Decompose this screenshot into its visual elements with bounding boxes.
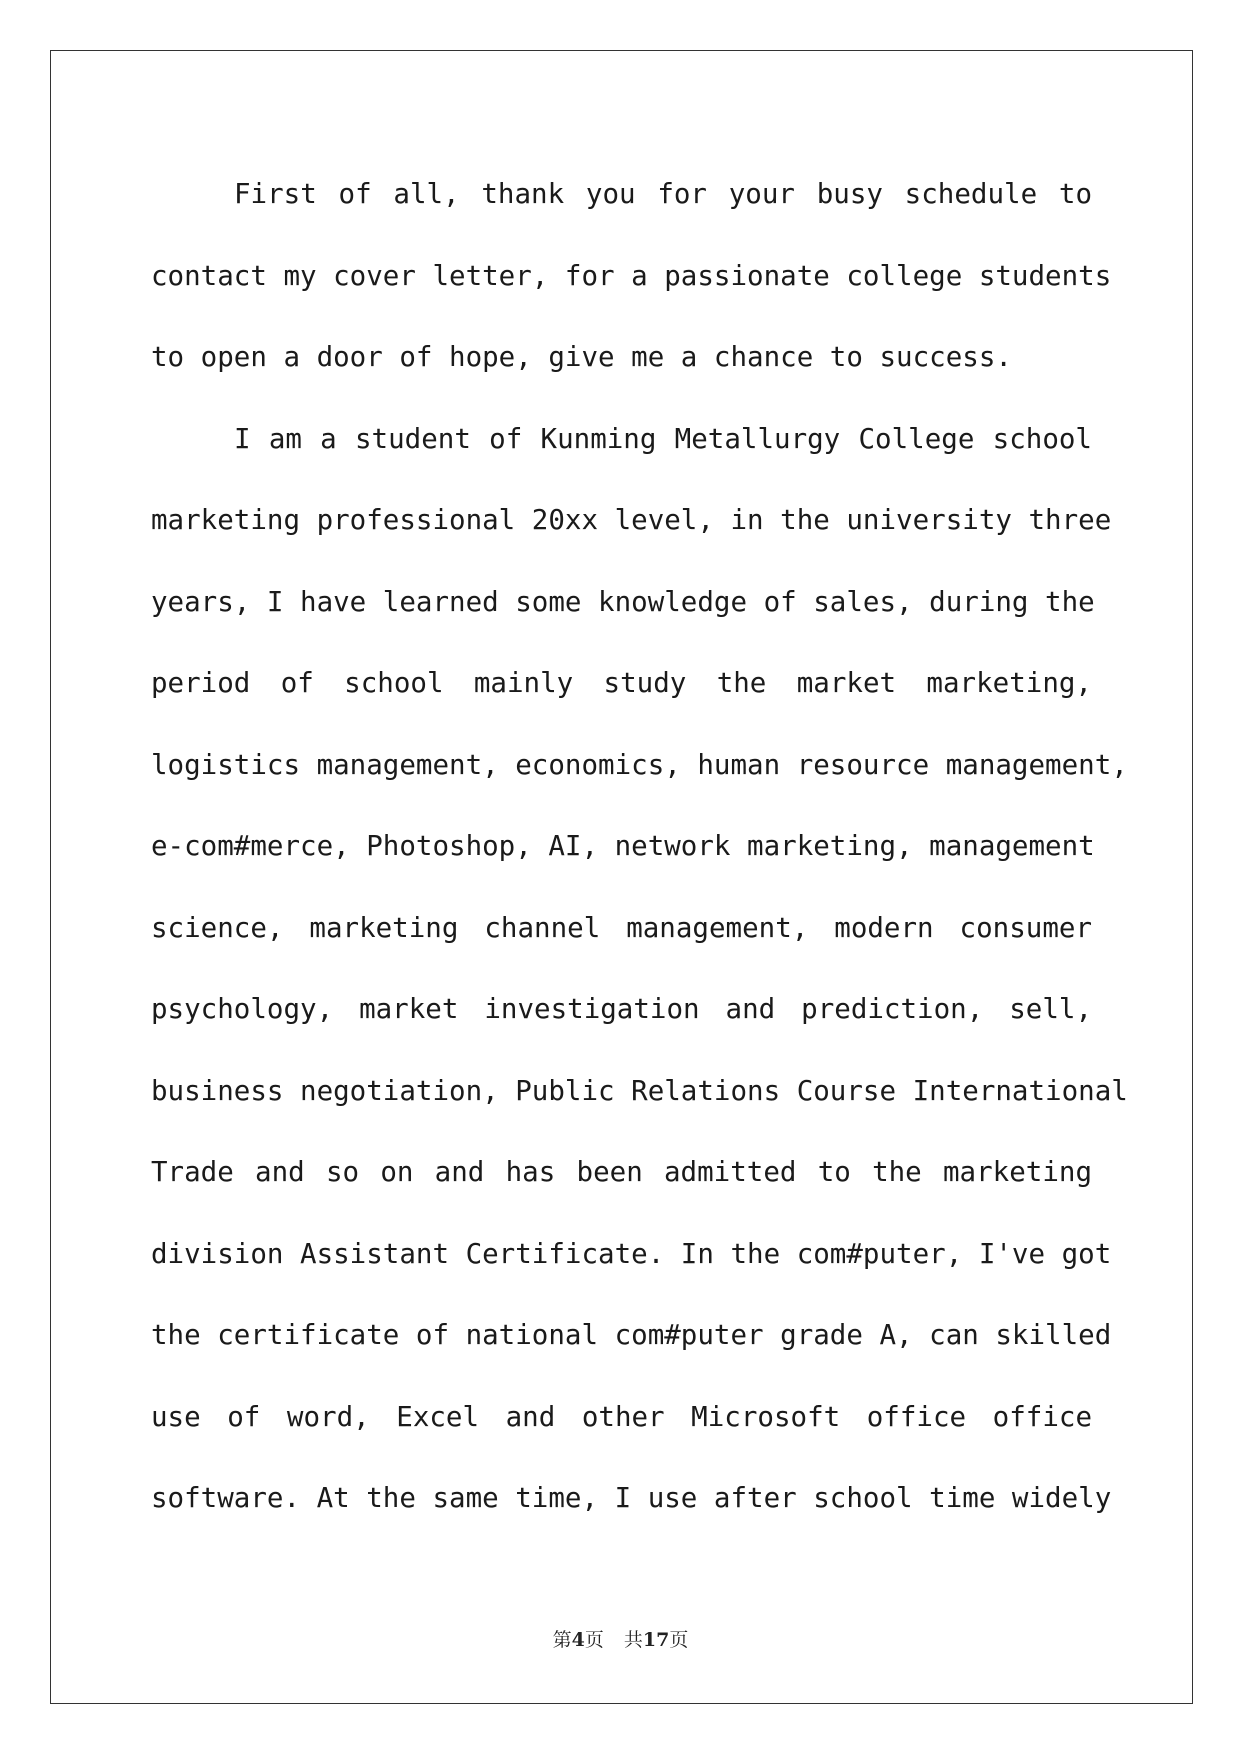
page-label-suffix: 页	[584, 1629, 604, 1651]
text-line: logistics management, economics, human resource management,	[151, 748, 1128, 781]
total-page-count: 17	[642, 1629, 670, 1651]
text-line: science, marketing channel management, modern consumer	[151, 911, 1092, 944]
text-line: division Assistant Certificate. In the com#puter, I've got	[151, 1237, 1112, 1270]
text-line: I am a student of Kunming Metallurgy College school	[234, 422, 1092, 455]
text-line: e-com#merce, Photoshop, AI, network marketing, management	[151, 830, 1095, 862]
current-page-number: 4	[571, 1629, 585, 1651]
text-line: psychology, market investigation and prediction, sell,	[151, 993, 1092, 1025]
document-body	[151, 154, 1128, 1540]
text-line: the certificate of national com#puter grade A, can skilled	[151, 1319, 1112, 1351]
text-line: use of word, Excel and other Microsoft office office	[151, 1400, 1092, 1433]
page-label-prefix: 第	[552, 1629, 572, 1651]
text-line: marketing professional 20xx level, in the university three	[151, 504, 1112, 536]
text-line: business negotiation, Public Relations Course International	[151, 1074, 1128, 1107]
text-line: software. At the same time, I use after school time widely	[151, 1482, 1112, 1514]
text-line: period of school mainly study the market marketing,	[151, 667, 1092, 699]
text-line: Trade and so on and has been admitted to the marketing	[151, 1156, 1092, 1188]
page-footer	[0, 1625, 1241, 1652]
text-line: contact my cover letter, for a passionate college students	[151, 259, 1112, 292]
text-line: to open a door of hope, give me a chance to success.	[151, 341, 1012, 373]
text-line: First of all, thank you for your busy schedule to	[234, 178, 1092, 210]
total-label-prefix: 共	[623, 1629, 643, 1651]
text-line: years, I have learned some knowledge of sales, during the	[151, 585, 1095, 618]
total-label-suffix: 页	[669, 1629, 689, 1651]
